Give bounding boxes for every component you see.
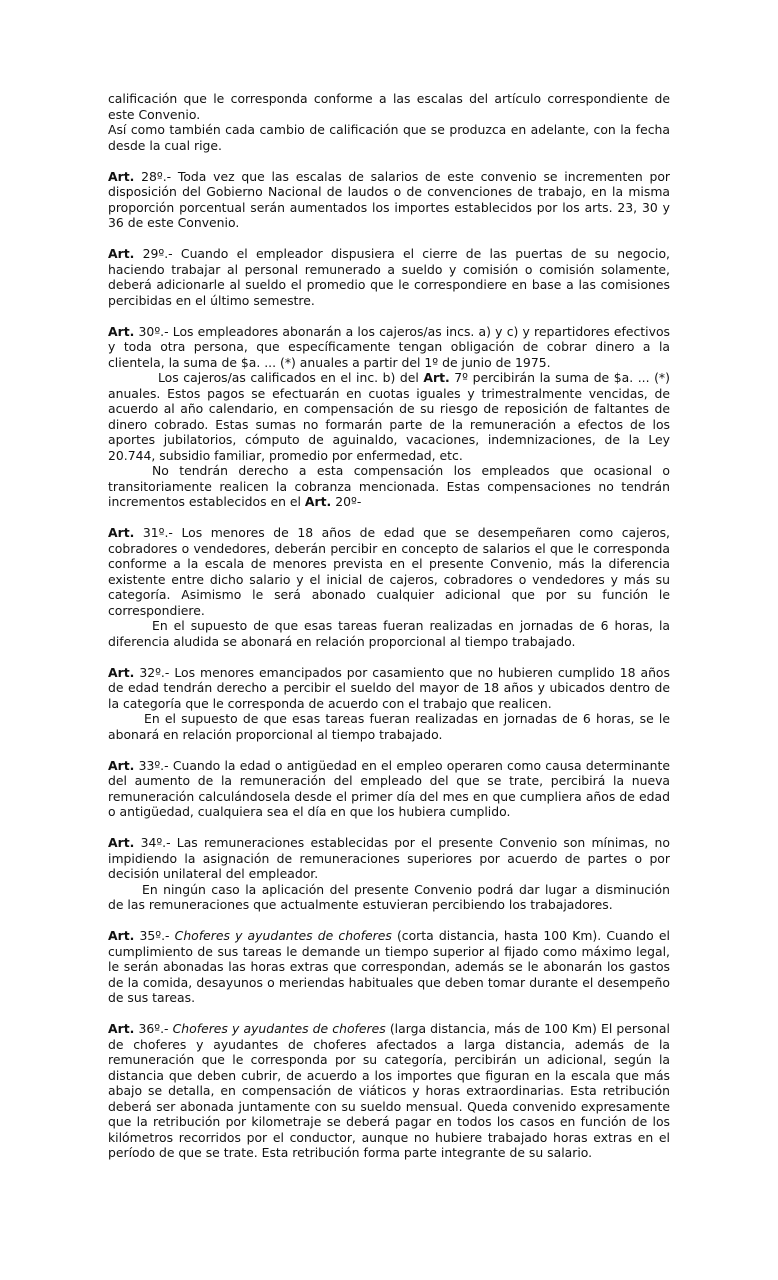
art-label: Art. [108, 168, 135, 184]
article-text: Los empleadores abonarán a los cajeros/as incs. a) y c) y repartidores efectivos y toda otra persona, que específicamente tengan obligación de cobrar dinero a la clientela, la suma de $a. ... (*) anuales a partir del 1º de junio de 1975. [108, 323, 670, 370]
art-label: Art. [108, 835, 135, 850]
article-30-paragraph-2 [108, 370, 670, 463]
article-number: 29º.- [142, 246, 173, 261]
art-label: Art. [108, 757, 135, 773]
art-label: Art. [108, 246, 135, 261]
article-text: Toda vez que las escalas de salarios de este convenio se incrementen por disposición del Gobierno Nacional de laudos o de convenciones de trabajo, en la misma proporción porcentual serán aumentados los importes establecidos por los arts. 23, 30 y 36 de este Convenio. [108, 168, 670, 230]
article-reference: 20º- [335, 494, 362, 509]
article-reference: 7º [454, 370, 469, 385]
article-31 [108, 525, 670, 618]
article-number: 34º.- [140, 835, 171, 850]
article-30-paragraph-3 [108, 463, 670, 510]
article-32 [108, 665, 670, 712]
article-text: Los menores de 18 años de edad que se desempeñaren como cajeros, cobradores o vendedores, deberán percibir en concepto de salarios el que le corresponda conforme a la escala de menores prevista en el presente Convenio, más la diferencia existente entre dicho salario y el inicial de cajeros, cobradores o vendedores y más su categoría. Asimismo le será abonado cualquier adicional que por su función le correspondiere. [108, 525, 670, 618]
article-text: Cuando el empleador dispusiera el cierre de las puertas de su negocio, haciendo trabajar al personal remunerado a sueldo y comisión o comisión solamente, deberá adicionarle al sueldo el promedio que le correspondiere en base a las comisiones percibidas en el último semestre. [108, 246, 670, 308]
article-number: 32º.- [139, 664, 170, 680]
intro-paragraph-1: calificación que le corresponda conforme a las escalas del artículo correspondiente de este Convenio. [108, 91, 670, 122]
article-34-paragraph-2: En ningún caso la aplicación del presente Convenio podrá dar lugar a disminución de las remuneraciones que actualmente estuvieran percibiendo los trabajadores. [108, 881, 670, 912]
article-30 [108, 324, 670, 371]
art-label: Art. [108, 525, 135, 540]
art-label: Art. [108, 323, 135, 339]
article-29 [108, 246, 670, 308]
article-text: Los menores emancipados por casamiento que no hubieren cumplido 18 años de edad tendrán derecho a percibir el sueldo del mayor de 18 años y ubicados dentro de la categoría que le corresponda de acuerdo con el trabajo que realicen. [108, 664, 670, 711]
article-text: Las remuneraciones establecidas por el presente Convenio son mínimas, no impidiendo la asignación de remuneraciones superiores por acuerdo de partes o por decisión unilateral del empleador. [108, 835, 670, 881]
document-page [108, 91, 670, 1161]
art-label: Art. [108, 928, 135, 943]
paragraph-text: Los cajeros/as calificados en el inc. b) del [158, 370, 419, 385]
art-label: Art. [108, 664, 135, 680]
art-label: Art. [108, 1021, 135, 1036]
intro-paragraph-2: Así como también cada cambio de calificación que se produzca en adelante, con la fecha desde la cual rige. [108, 122, 670, 153]
paragraph-text: percibirán la suma de $a. ... (*) anuales. Estos pagos se efectuarán en cuotas iguales y trimestralmente vencidas, de acuerdo al año calendario, en compensación de su riesgo de reposición de faltantes de dinero cobrado. Estas sumas no formarán parte de la remuneración a efectos de los aportes jubilatorios, cómputo de aguinaldo, vacaciones, indemnizaciones, de la Ley 20.744, subsidio familiar, promedio por enfermedad, etc. [108, 370, 670, 463]
article-33 [108, 758, 670, 820]
article-number: 35º.- [139, 928, 170, 943]
article-32-paragraph-2: En el supuesto de que esas tareas fueran realizadas en jornadas de 6 horas, se le abonará en relación proporcional al tiempo trabajado. [108, 711, 670, 742]
article-31-paragraph-2: En el supuesto de que esas tareas fueran realizadas en jornadas de 6 horas, la diferencia aludida se abonará en relación proporcional al tiempo trabajado. [108, 618, 670, 649]
article-number: 30º.- [138, 323, 169, 339]
article-number: 36º.- [138, 1021, 169, 1036]
article-number: 28º.- [141, 168, 172, 184]
article-text: (corta distancia, hasta 100 Km). Cuando el cumplimiento de sus tareas le demande un tiempo superior al fijado como máximo legal, le serán abonadas las horas extras que correspondan, además se le abonarán los gastos de la comida, desayunos o meriendas habituales que deben tomar durante el desempeño de sus tareas. [108, 928, 670, 1005]
art-label: Art. [423, 370, 450, 385]
article-text: (larga distancia, más de 100 Km) El personal de choferes y ayudantes de choferes afectados a larga distancia, además de la remuneración que le corresponda por su categoría, percibirán un adicional, según la distancia que deben cubrir, de acuerdo a los importes que figuran en la escala que más abajo se detalla, en compensación de viáticos y horas extraordinarias. Esta retribución deberá ser abonada juntamente con su sueldo mensual. Queda convenido expresamente que la retribución por kilometraje se deberá pagar en todos los casos en función de los kilómetros recorridos por el conductor, aunque no hubiere trabajado horas extras en el período de que se trate. Esta retribución forma parte integrante de su salario. [108, 1021, 670, 1160]
article-36 [108, 1021, 670, 1161]
article-text: Cuando la edad o antigüedad en el empleo operaren como causa determinante del aumento de la remuneración del empleado del que se trate, percibirá la nueva remuneración calculándosela desde el primer día del mes en que cumpliera años de edad o antigüedad, cualquiera sea el día en que los hubiera cumplido. [108, 757, 670, 819]
article-35 [108, 928, 670, 1006]
article-subject: Choferes y ayudantes de choferes [174, 928, 392, 943]
article-number: 31º.- [142, 525, 173, 540]
art-label: Art. [304, 494, 332, 509]
paragraph-text: No tendrán derecho a esta compensación los empleados que ocasional o transitoriamente realicen la cobranza mencionada. Estas compensaciones no tendrán incrementos establecidos en el [108, 463, 670, 509]
article-34 [108, 835, 670, 882]
article-28 [108, 169, 670, 231]
article-number: 33º.- [138, 757, 169, 773]
article-subject: Choferes y ayudantes de choferes [172, 1021, 386, 1036]
